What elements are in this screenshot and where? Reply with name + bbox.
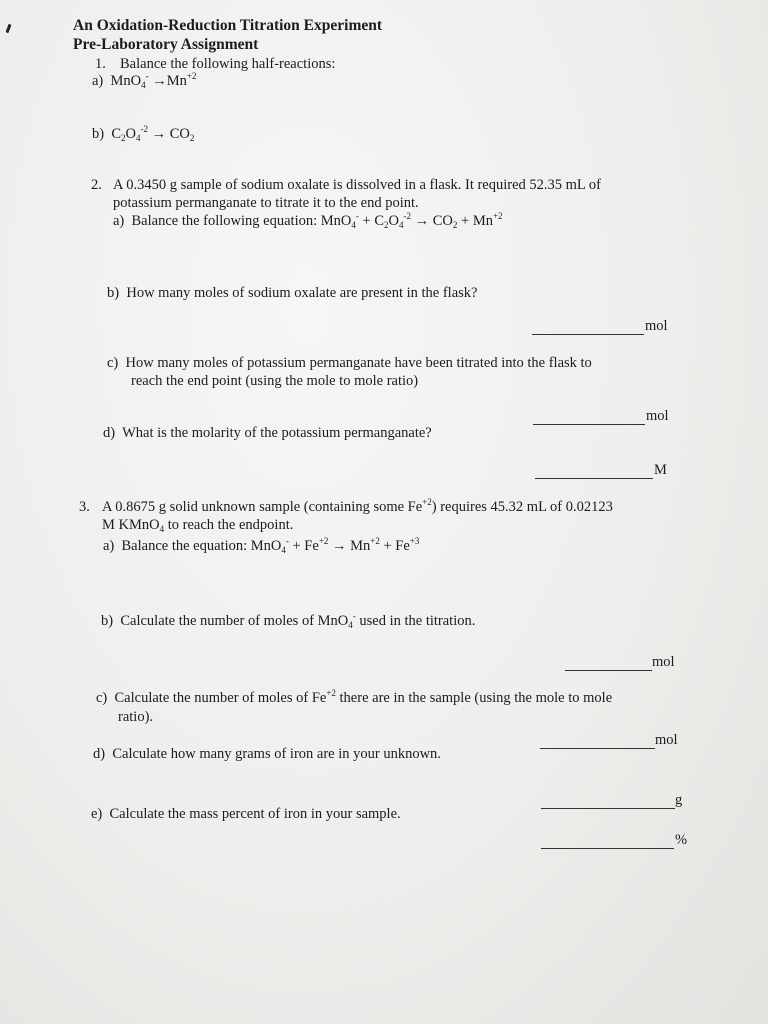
- q3-a-arrow: → Mn: [328, 538, 371, 554]
- q2-a-text: Balance the following equation: MnO: [131, 213, 352, 229]
- q2-c-line1: How many moles of potassium permanganate have been titrated into the flask to: [125, 355, 592, 371]
- q1-b-equation: [92, 126, 194, 142]
- q2-a-label: a): [113, 213, 125, 229]
- q3-a-fe3sup: +3: [409, 536, 420, 546]
- q3-b-text1: Calculate the number of moles of MnO: [120, 613, 349, 629]
- q3-a-sup: -: [285, 536, 289, 546]
- q3-b-question: [101, 613, 475, 629]
- q1-b-product-sub: 2: [189, 133, 195, 143]
- q3-d-question: [93, 746, 441, 762]
- q3-line2-a: M KMnO: [102, 517, 160, 533]
- q1-b-label: b): [92, 126, 105, 142]
- q2-d-answer-blank[interactable]: [535, 462, 653, 479]
- q2-b-answer-blank[interactable]: [532, 318, 644, 335]
- arrow-icon: →: [151, 126, 167, 142]
- q3-d-answer-blank[interactable]: [541, 792, 675, 809]
- q3-a-text: Balance the equation: MnO: [121, 538, 282, 554]
- arrow-icon: →: [152, 73, 167, 89]
- q2-a-sup: -: [355, 211, 359, 221]
- q2-a-plus: + C: [358, 213, 384, 229]
- q3-a-sub: 4: [281, 545, 286, 555]
- q3-a-label: a): [103, 538, 115, 554]
- q2-a-sub: 4: [351, 220, 356, 230]
- q3-line2: [102, 517, 293, 533]
- q3-a-fesup: +2: [318, 536, 329, 546]
- q2-c-line2: reach the end point (using the mole to mole ratio): [131, 373, 419, 389]
- q2-d-unit: M: [654, 462, 667, 478]
- q2-c-question: [107, 355, 592, 371]
- q1-b-sub2: 4: [136, 133, 141, 143]
- q2-c-label: c): [107, 355, 119, 371]
- q1-prompt: Balance the following half-reactions:: [120, 56, 336, 72]
- q3-e-text: Calculate the mass percent of iron in your sample.: [109, 806, 401, 822]
- q2-c-answer-blank[interactable]: [533, 408, 645, 425]
- q2-a-co2sub: 2: [452, 220, 458, 230]
- q3-d-unit: g: [675, 792, 683, 808]
- q3-c-unit: mol: [655, 732, 678, 748]
- q3-c-text2: there are in the sample (using the mole to mole: [335, 690, 613, 706]
- q1-b-sup: -2: [140, 124, 148, 134]
- q3-b-label: b): [101, 613, 114, 629]
- q3-line1-b: ) requires 45.32 mL of 0.02123: [431, 499, 613, 515]
- q1-a-reactant-sup: -: [145, 71, 149, 81]
- q2-a-mnsup: +2: [492, 211, 503, 221]
- page-title: An Oxidation-Reduction Titration Experiment: [73, 17, 383, 34]
- q1-a-label: a): [92, 73, 104, 89]
- q3-number: 3.: [79, 499, 90, 515]
- q3-d-label: d): [93, 746, 106, 762]
- q3-e-answer-blank[interactable]: [541, 832, 674, 849]
- q2-b-text: How many moles of sodium oxalate are present in the flask?: [126, 285, 478, 301]
- q3-a-fe: + Fe: [288, 538, 319, 554]
- q2-b-unit: mol: [645, 318, 668, 334]
- q3-e-unit: %: [675, 832, 688, 848]
- q1-a-product-sup: +2: [186, 71, 197, 81]
- q3-line1-sup: +2: [422, 497, 432, 507]
- q1-number: 1.: [95, 56, 106, 72]
- q1-b-product: CO: [169, 126, 190, 142]
- q2-a-sup2: -2: [403, 211, 411, 221]
- q3-b-sup: -: [352, 611, 356, 621]
- q1-a-equation: [92, 73, 197, 89]
- q2-a-arrow: → CO: [410, 213, 453, 229]
- q3-c-answer-blank[interactable]: [540, 732, 655, 749]
- q3-line1-a: A 0.8675 g solid unknown sample (containing some Fe: [102, 499, 423, 515]
- q1-a-reactant-sub: 4: [141, 80, 146, 90]
- q3-d-text: Calculate how many grams of iron are in your unknown.: [112, 746, 441, 762]
- q3-a-mnsup: +2: [370, 536, 380, 546]
- q2-d-label: d): [103, 425, 116, 441]
- q3-a-equation: [103, 538, 419, 554]
- q3-c-question: [96, 690, 612, 706]
- q3-a-fe3: + Fe: [379, 538, 410, 554]
- q1-b-sub1: 2: [121, 133, 126, 143]
- q3-b-sub: 4: [348, 620, 353, 630]
- q2-a-mn: + Mn: [457, 213, 493, 229]
- q2-a-oxygen: O: [388, 213, 399, 229]
- q3-c-line2: ratio).: [118, 709, 154, 725]
- q3-b-text2: used in the titration.: [355, 613, 476, 629]
- q1-b-reactant: C: [111, 126, 122, 142]
- q2-number: 2.: [91, 177, 102, 193]
- q3-line1: [102, 499, 613, 515]
- q2-d-question: [103, 425, 432, 441]
- q2-d-text: What is the molarity of the potassium permanganate?: [122, 425, 432, 441]
- q3-c-sup: +2: [326, 688, 336, 698]
- q1-b-oxygen: O: [125, 126, 136, 142]
- q2-line1: A 0.3450 g sample of sodium oxalate is dissolved in a flask. It required 52.35 mL of: [113, 177, 601, 193]
- q1-a-product: Mn: [166, 73, 187, 89]
- q3-line2-b: to reach the endpoint.: [164, 517, 294, 533]
- q3-b-unit: mol: [652, 654, 675, 670]
- q3-b-answer-blank[interactable]: [565, 654, 652, 671]
- q3-e-label: e): [91, 806, 103, 822]
- q2-a-sub4b: 4: [398, 220, 404, 230]
- page-subtitle: Pre-Laboratory Assignment: [73, 36, 259, 53]
- q2-c-unit: mol: [646, 408, 669, 424]
- q2-a-equation: [113, 213, 503, 229]
- q2-b-label: b): [107, 285, 120, 301]
- q2-a-sub2: 2: [384, 220, 389, 230]
- q2-line2: potassium permanganate to titrate it to the end point.: [113, 195, 419, 211]
- q3-c-text1: Calculate the number of moles of Fe: [114, 690, 327, 706]
- q2-b-question: [107, 285, 477, 301]
- q1-a-reactant: MnO: [110, 73, 142, 89]
- q3-e-question: [91, 806, 401, 822]
- q3-c-label: c): [96, 690, 108, 706]
- q3-line2-sub: 4: [159, 524, 165, 534]
